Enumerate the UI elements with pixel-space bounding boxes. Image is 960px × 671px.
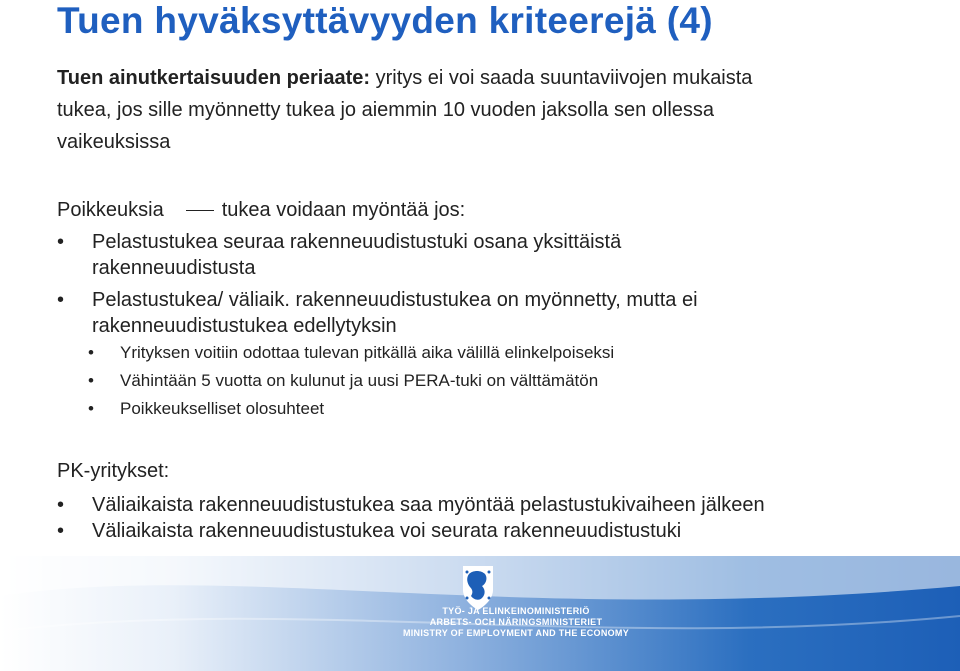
intro-bold: Tuen ainutkertaisuuden periaate: <box>57 67 371 89</box>
intro-line1: yritys ei voi saada suuntaviivojen mukaista <box>370 67 753 89</box>
bullet-icon: • <box>57 520 65 542</box>
bullet-line: rakenneuudistustukea edellytyksin <box>92 315 397 337</box>
bullet-icon: • <box>57 231 65 253</box>
ministry-name-fi: TYÖ- JA ELINKEINOMINISTERIÖ <box>442 606 590 616</box>
bullet-icon: • <box>57 494 65 516</box>
intro-line2: tukea, jos sille myönnetty tukea jo aiemmin 10 vuoden jaksolla sen ollessa <box>57 99 715 121</box>
intro-line3: vaikeuksissa <box>57 131 171 153</box>
slide-title: Tuen hyväksyttävyyden kriteerejä (4) <box>57 0 713 41</box>
ministry-name <box>376 606 656 639</box>
bullet-line: Pelastustukea seuraa rakenneuudistustuki osana yksittäistä <box>92 231 622 253</box>
ministry-name-sv: ARBETS- OCH NÄRINGSMINISTERIET <box>429 617 603 627</box>
ministry-name-en: MINISTRY OF EMPLOYMENT AND THE ECONOMY <box>402 628 630 638</box>
bullet-line: rakenneuudistusta <box>92 257 256 279</box>
sub-bullet-icon: • <box>88 399 94 418</box>
ministry-footer <box>0 556 960 671</box>
bullet-icon: • <box>57 289 65 311</box>
sub-bullet-icon: • <box>88 343 94 362</box>
intro-paragraph <box>57 62 752 158</box>
pk-bullet-text: Väliaikaista rakenneuudistustukea voi seurata rakenneuudistustuki <box>92 520 682 542</box>
sub-bullet-text: Poikkeukselliset olosuhteet <box>120 399 325 418</box>
exceptions-rest: tukea voidaan myöntää jos: <box>221 199 466 221</box>
dash-divider <box>186 210 214 211</box>
pk-bullet-text: Väliaikaista rakenneuudistustukea saa myöntää pelastustukivaiheen jälkeen <box>92 494 765 516</box>
bullet-line: Pelastustukea/ väliaik. rakenneuudistustukea on myönnetty, mutta ei <box>92 289 698 311</box>
pk-heading: PK-yritykset: <box>57 460 170 482</box>
exceptions-label: Poikkeuksia <box>57 199 164 221</box>
sub-bullet-text: Vähintään 5 vuotta on kulunut ja uusi PERA-tuki on välttämätön <box>120 371 599 390</box>
sub-bullet-text: Yrityksen voitiin odottaa tulevan pitkällä aika välillä elinkelpoiseksi <box>120 343 615 362</box>
sub-bullet-icon: • <box>88 371 94 390</box>
exceptions-heading <box>57 194 465 226</box>
lion-crest-icon <box>455 562 501 612</box>
